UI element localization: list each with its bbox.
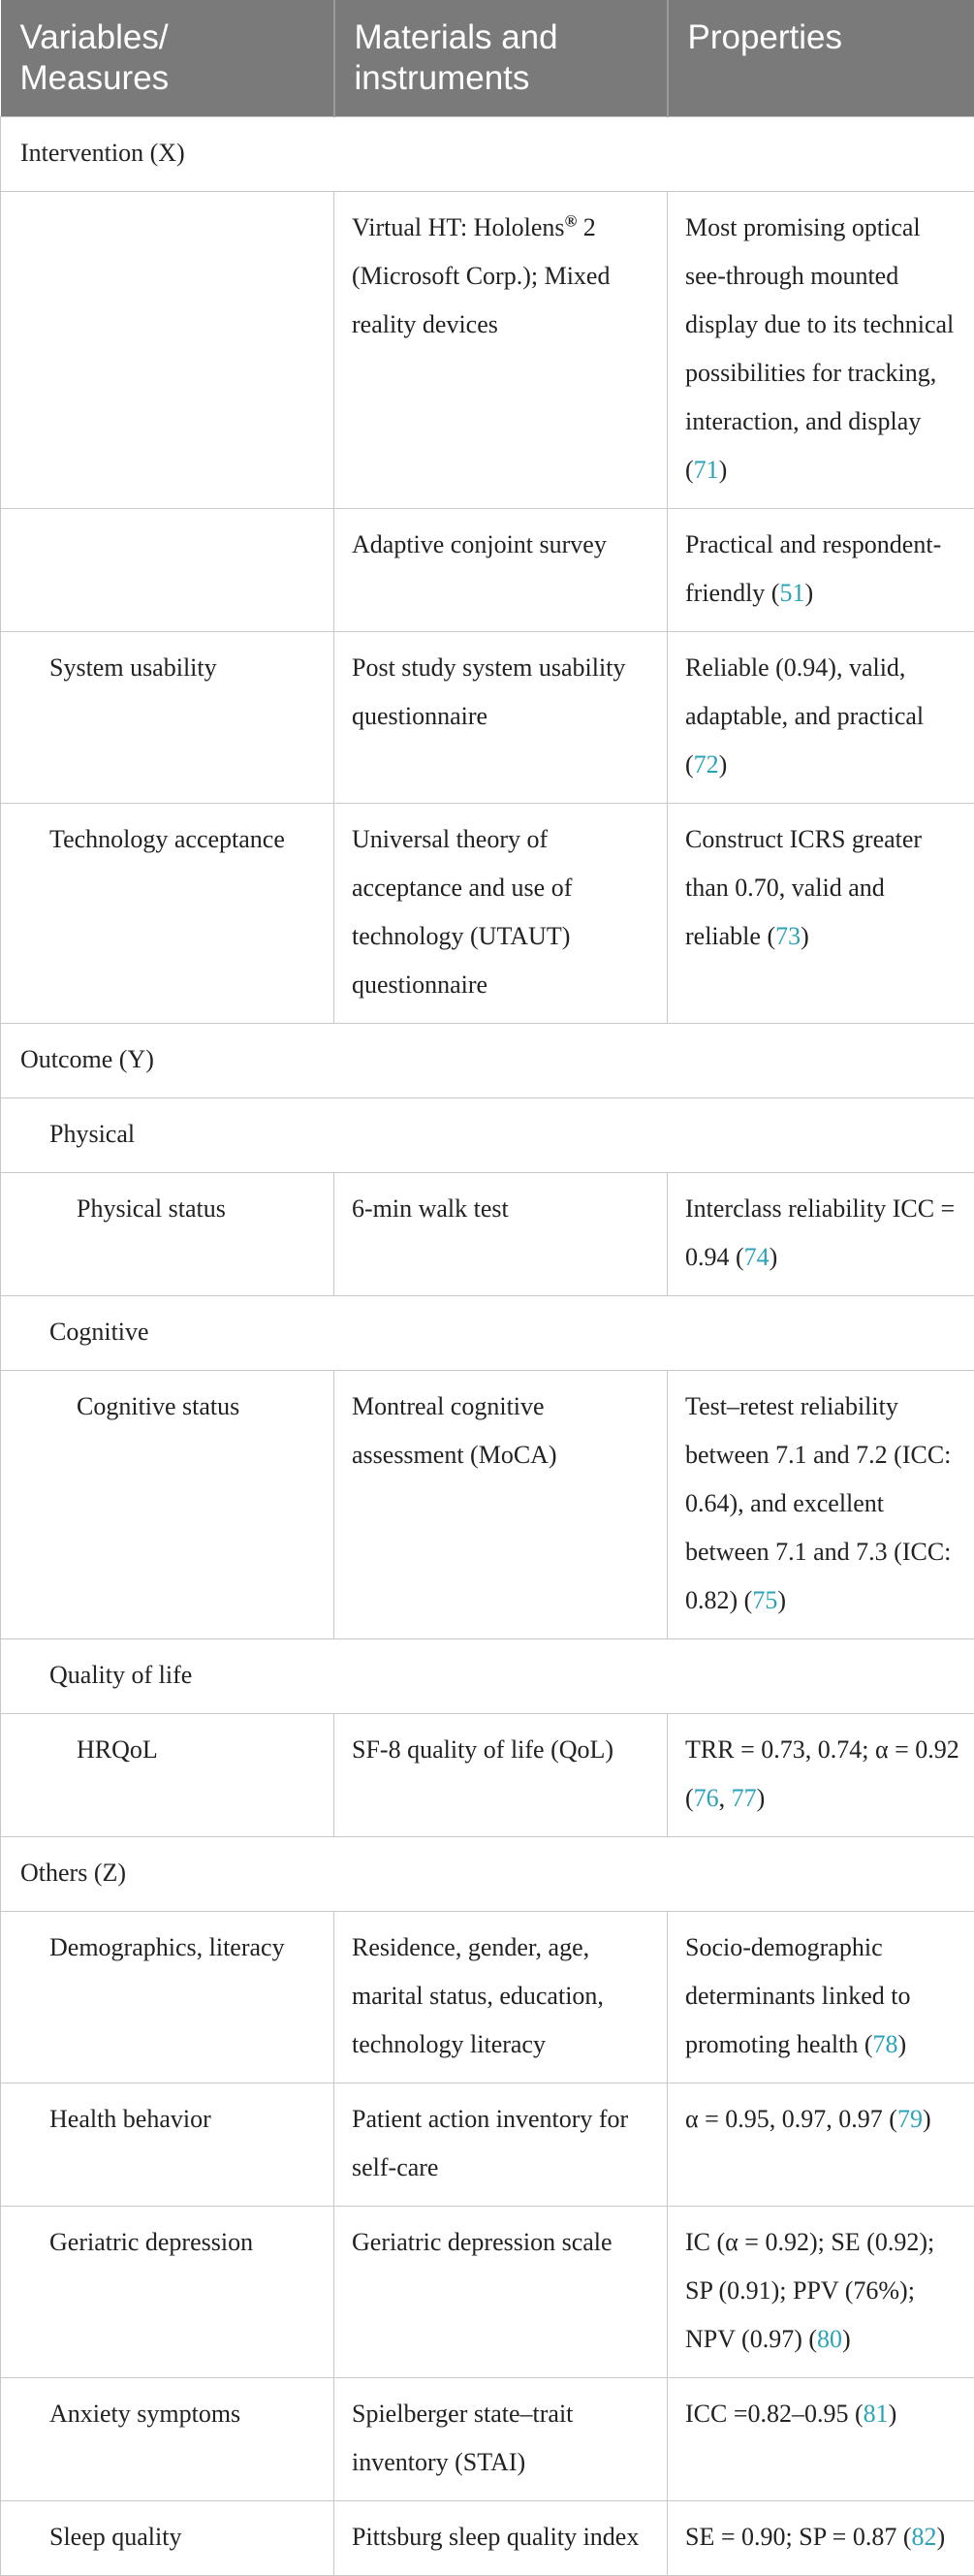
- property-end: ): [937, 2523, 946, 2551]
- property-text: TRR = 0.73, 0.74; α = 0.92 (: [685, 1735, 959, 1812]
- reference-link[interactable]: 73: [775, 922, 801, 950]
- subsection-row-physical: [1, 1098, 974, 1173]
- property-cell: [668, 804, 974, 1024]
- property-cell: [668, 509, 974, 632]
- table-row-hololens: [1, 192, 974, 509]
- table-row-sleep: [1, 2501, 974, 2576]
- variable-cell: Health behavior: [1, 2083, 334, 2207]
- subsection-row-quality: [1, 1639, 974, 1714]
- table-row-conjoint: [1, 509, 974, 632]
- section-row-outcome: [1, 1024, 974, 1098]
- reference-link[interactable]: 82: [912, 2523, 937, 2551]
- variable-cell: Sleep quality: [1, 2501, 334, 2576]
- subsection-quality: Quality of life: [1, 1639, 974, 1714]
- variable-cell: Geriatric depression: [1, 2207, 334, 2378]
- reference-link[interactable]: 81: [864, 2400, 889, 2428]
- registered-mark: ®: [565, 211, 578, 230]
- table-row-physical-status: [1, 1173, 974, 1296]
- material-cell: Spielberger state–trait inventory (STAI): [334, 2378, 668, 2501]
- property-end: ): [719, 456, 728, 484]
- header-row: [1, 0, 974, 117]
- reference-link[interactable]: 77: [732, 1784, 757, 1812]
- section-others: Others (Z): [1, 1837, 974, 1912]
- property-cell: [668, 2207, 974, 2378]
- subsection-cognitive: Cognitive: [1, 1296, 974, 1371]
- property-text: SE = 0.90; SP = 0.87 (: [685, 2523, 912, 2551]
- property-end: ): [889, 2400, 897, 2428]
- reference-separator: ,: [719, 1784, 732, 1812]
- property-end: ): [719, 750, 728, 779]
- table-row-health-behavior: [1, 2083, 974, 2207]
- material-cell: Post study system usability questionnaire: [334, 632, 668, 804]
- variable-cell: Cognitive status: [1, 1371, 334, 1639]
- reference-link[interactable]: 51: [779, 579, 804, 607]
- property-end: ): [777, 1586, 786, 1614]
- property-text: IC (α = 0.92); SE (0.92); SP (0.91); PPV (76%); NPV (0.97) (: [685, 2228, 934, 2353]
- property-text: Interclass reliability ICC = 0.94 (: [685, 1194, 955, 1271]
- reference-link[interactable]: 80: [817, 2325, 842, 2353]
- property-cell: [668, 2501, 974, 2576]
- property-text: Socio-demographic determinants linked to promoting health (: [685, 1933, 911, 2058]
- table-row-anxiety: [1, 2378, 974, 2501]
- property-text: α = 0.95, 0.97, 0.97 (: [685, 2105, 897, 2133]
- property-end: ): [842, 2325, 851, 2353]
- section-row-intervention: [1, 117, 974, 192]
- property-cell: [668, 2083, 974, 2207]
- variable-cell: Demographics, literacy: [1, 1912, 334, 2083]
- reference-link[interactable]: 76: [694, 1784, 719, 1812]
- property-cell: [668, 1912, 974, 2083]
- reference-link[interactable]: 79: [897, 2105, 923, 2133]
- variable-cell: HRQoL: [1, 1714, 334, 1837]
- material-cell: Montreal cognitive assessment (MoCA): [334, 1371, 668, 1639]
- material-text: 2 (Microsoft Corp.); Mixed reality devices: [352, 213, 610, 338]
- reference-link[interactable]: 72: [694, 750, 719, 779]
- variable-cell: Technology acceptance: [1, 804, 334, 1024]
- property-end: ): [757, 1784, 766, 1812]
- variable-cell: [1, 192, 334, 509]
- property-cell: [668, 192, 974, 509]
- property-text: Practical and respondent-friendly (: [685, 530, 941, 607]
- section-row-others: [1, 1837, 974, 1912]
- section-intervention: Intervention (X): [1, 117, 974, 192]
- variable-cell: System usability: [1, 632, 334, 804]
- material-cell: Pittsburg sleep quality index: [334, 2501, 668, 2576]
- property-end: ): [898, 2030, 907, 2058]
- header-materials: Materials and instruments: [334, 0, 668, 117]
- property-text: Most promising optical see-through mounted display due to its technical possibilities for tracking, interaction, and display (: [685, 213, 954, 484]
- subsection-physical: Physical: [1, 1098, 974, 1173]
- reference-link[interactable]: 71: [694, 456, 719, 484]
- table-row-usability: [1, 632, 974, 804]
- material-cell: SF-8 quality of life (QoL): [334, 1714, 668, 1837]
- property-end: ): [923, 2105, 931, 2133]
- material-cell: Geriatric depression scale: [334, 2207, 668, 2378]
- property-end: ): [801, 922, 809, 950]
- header-properties: Properties: [668, 0, 974, 117]
- section-outcome: Outcome (Y): [1, 1024, 974, 1098]
- property-text: ICC =0.82–0.95 (: [685, 2400, 864, 2428]
- table-row-cognitive-status: [1, 1371, 974, 1639]
- material-cell: Residence, gender, age, marital status, education, technology literacy: [334, 1912, 668, 2083]
- variable-cell: Physical status: [1, 1173, 334, 1296]
- property-cell: [668, 1173, 974, 1296]
- table-row-acceptance: [1, 804, 974, 1024]
- table-row-demographics: [1, 1912, 974, 2083]
- material-cell: Universal theory of acceptance and use of technology (UTAUT) questionnaire: [334, 804, 668, 1024]
- material-cell: [334, 192, 668, 509]
- subsection-row-cognitive: [1, 1296, 974, 1371]
- property-cell: [668, 1371, 974, 1639]
- property-end: ): [804, 579, 813, 607]
- property-text: Construct ICRS greater than 0.70, valid and reliable (: [685, 825, 922, 950]
- reference-link[interactable]: 75: [752, 1586, 777, 1614]
- material-cell: Adaptive conjoint survey: [334, 509, 668, 632]
- property-end: ): [770, 1243, 778, 1271]
- property-text: Test–retest reliability between 7.1 and 7.2 (ICC: 0.64), and excellent between 7.1 and 7.3 (ICC: 0.82) (: [685, 1392, 951, 1614]
- material-cell: Patient action inventory for self-care: [334, 2083, 668, 2207]
- property-cell: [668, 632, 974, 804]
- property-cell: [668, 2378, 974, 2501]
- material-text: Virtual HT: Hololens: [352, 213, 565, 241]
- table-row-depression: [1, 2207, 974, 2378]
- property-cell: [668, 1714, 974, 1837]
- variable-cell: Anxiety symptoms: [1, 2378, 334, 2501]
- reference-link[interactable]: 74: [744, 1243, 770, 1271]
- material-cell: 6-min walk test: [334, 1173, 668, 1296]
- property-text: Reliable (0.94), valid, adaptable, and practical (: [685, 653, 924, 779]
- variable-cell: [1, 509, 334, 632]
- table-row-hrqol: [1, 1714, 974, 1837]
- header-variables: Variables/ Measures: [1, 0, 334, 117]
- reference-link[interactable]: 78: [873, 2030, 898, 2058]
